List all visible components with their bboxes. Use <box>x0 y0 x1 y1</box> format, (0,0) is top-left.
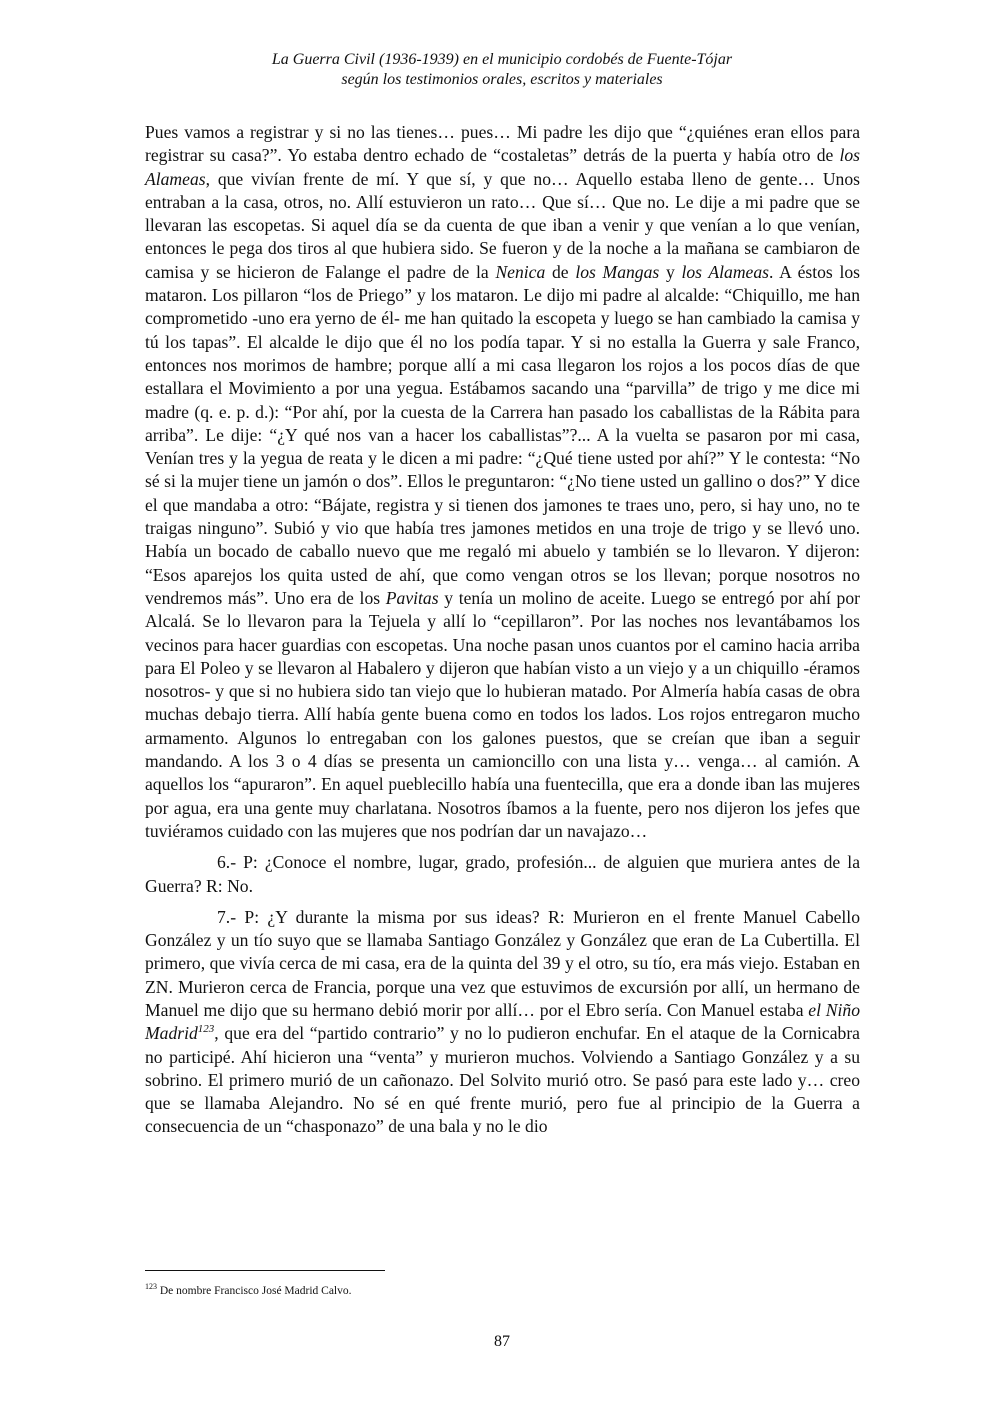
italic-name: los Alameas <box>681 261 769 282</box>
footnote-number: 123 <box>145 1282 157 1291</box>
italic-name: Pavitas <box>385 587 439 608</box>
text-run: y <box>659 261 682 282</box>
text-run: de <box>545 261 576 282</box>
header-title-line: La Guerra Civil (1936-1939) en el municipio cordobés de Fuente-Tójar <box>271 51 733 68</box>
text-run: . A éstos los mataron. Los pillaron “los de Priego” y los mataron. Le dijo mi padre al alcalde: “Chiquillo, me han comprometido -uno era yerno de él- me han quitado la escopeta y luego se han cambiado la camisa y tú los tapas”. El alcalde le dijo que él no los podía tapar. Y si no estalla la Guerra y sale Franco, entonces nos morimos de hambre; porque allí a mi casa llegaron los rojos a los pocos días de que estallara el Movimiento a por una yegua. Estábamos sacando una “parvilla” de trigo y me dice mi madre (q. e. p. d.): “Por ahí, por la cuesta de la Carrera han pasado los caballistas de la Rábita para arriba”. Le dije: “¿Y qué nos van a hacer los caballistas”?... A la vuelta se pasaron por mi casa, Venían tres y la yegua de reata y le dicen a mi padre: “¿Qué tiene usted por ahí?” Y le contesta: “No sé si la mujer tiene un jamón o dos”. Ellos le preguntaron: “¿No tiene usted un gallino o dos?” Y dice el que mandaba a otro: “Bájate, registra y si tienen dos jamones te traes uno, pero, si hay uno, no te traigas ninguno”. Subió y vio que había tres jamones metidos en una troje de trigo y se llevó uno. Había un bocado de caballo nuevo que me regaló mi abuelo y también se lo llevaron. Y dijeron: “Esos aparejos los quita usted de ahí, que como vengan otros se los llevan; porque nosotros no vendremos más”. Uno era de los <box>145 261 860 608</box>
paragraph-question-7 <box>145 906 860 1139</box>
italic-name: los Alameas <box>145 145 860 189</box>
text-run: Pues vamos a registrar y si no las tienes… pues… Mi padre les dijo que “¿quiénes eran ellos para registrar su casa?”. Yo estaba dentro echado de “costaletas” detrás de la puerta y había otro de <box>145 122 860 166</box>
paragraph-testimony <box>145 121 860 843</box>
italic-name: el Niño Madrid <box>145 999 860 1044</box>
header-subtitle-line: según los testimonios orales, escritos y materiales <box>341 71 663 88</box>
page-number: 87 <box>494 1333 510 1350</box>
footnote <box>145 1280 352 1298</box>
footnote-reference[interactable]: 123 <box>197 1023 215 1036</box>
text-run: , que era del “partido contrario” y no lo pudieron enchufar. En el ataque de la Cornicabra no participé. Ahí hicieron una “venta” y murieron muchos. Volviendo a Santiago González y a su sobrino. El primero murió de un cañonazo. Del Solvito murió otro. Se pasó para este lado y… creo que se llamaba Alejandro. No sé en qué frente murió, pero fue al principio de la Guerra a consecuencia de un “chasponazo” de una bala y no le dio <box>145 1023 860 1137</box>
footnote-divider <box>145 1270 385 1271</box>
text-run: , que vivían frente de mí. Y que sí, y que no… Aquello estaba lleno de gente… Unos entraban a la casa, otros, no. Allí estuvieron un rato… Que sí… Que no. Le dije a mi padre que se llevaran las escopetas. Si aquel día se da cuenta de que iban a venir y que venían a lo que venían, entonces le pega dos tiros al que hubiera sido. Se fueron y de la noche a la mañana se cambiaron de camisa y se hicieron de Falange el padre de la <box>145 168 860 282</box>
paragraph-question-6: 6.- P: ¿Conoce el nombre, lugar, grado, profesión... de alguien que muriera antes de la Guerra? R: No. <box>145 852 860 896</box>
text-run: y tenía un molino de aceite. Luego se entregó por ahí por Alcalá. Se lo llevaron para la Tejuela y allí lo “cepillaron”. Por las noches nos levantábamos los vecinos para hacer guardias con escopetas. Una noche pasan unos cuantos por el camino hacia arriba para El Poleo y se llevaron al Habalero y dijeron que habían visto a un viejo y a un chiquillo -éramos nosotros- y que si no hubiera sido tan viejo que lo hubieran matado. Por Almería había casas de obra muchas debajo tierra. Allí había gente buena como en todos los lados. Los rojos entregaron mucho armamento. Algunos lo entregaban con los galones puestos, que se creían que iban a seguir mandando. A los 3 o 4 días se presenta un camioncillo con una lista y… venga… al camión. A aquellos los “apuraron”. En aquel pueblecillo había una fuentecilla, que era a donde iban las mujeres por agua, era una gente muy charlatana. Nosotros íbamos a la fuente, pero nos dijeron los jefes que tuviéramos cuidado con las mujeres que nos podrían dar un navajazo… <box>145 587 860 841</box>
italic-name: Nenica <box>495 261 546 282</box>
main-text <box>145 121 860 1139</box>
text-run: 7.- P: ¿Y durante la misma por sus ideas? R: Murieron en el frente Manuel Cabello González y un tío suyo que se llamaba Santiago González y González que eran de La Cubertilla. El primero, que vivía cerca de mi casa, era de la quinta del 39 y el otro, su tío, era más viejo. Estaban en ZN. Murieron cerca de Francia, porque una vez que estuvimos de excursión por allí, un hermano de Manuel me dijo que su hermano debió morir por allí… por el Ebro sería. Con Manuel estaba <box>145 906 860 1020</box>
italic-name: los Mangas <box>575 261 660 282</box>
footnote-text: De nombre Francisco José Madrid Calvo. <box>157 1284 352 1297</box>
